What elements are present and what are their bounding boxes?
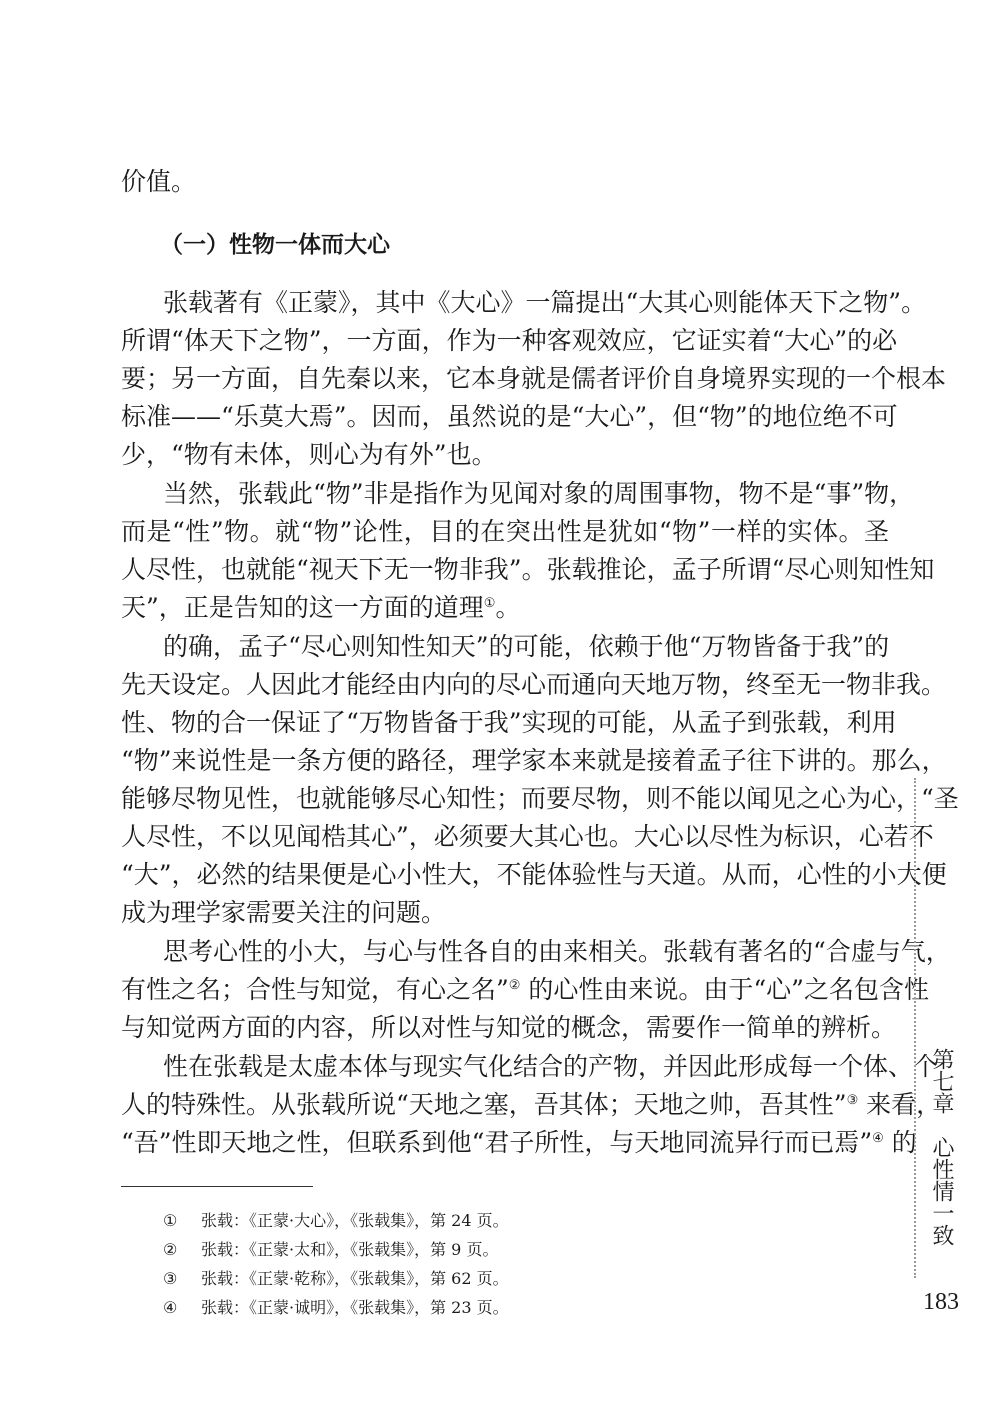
line-text: 天”，正是告知的这一方面的道理 xyxy=(121,593,484,622)
paragraph-line: 而是“性”物。就“物”论性，目的在突出性是犹如“物”一样的实体。圣 xyxy=(121,517,889,546)
footnote xyxy=(163,1268,763,1290)
footnote-ref[interactable]: ④ xyxy=(872,1131,884,1146)
paragraph-line: 要；另一方面，自先秦以来，它本身就是儒者评价自身境界实现的一个根本 xyxy=(121,364,947,393)
footnote xyxy=(163,1210,763,1232)
running-chapter-title: 第七章 心性情一致 xyxy=(929,1048,954,1246)
footnote-ref[interactable]: ③ xyxy=(846,1093,859,1108)
footnote-mark: ② xyxy=(163,1240,178,1259)
paragraph-line: 少，“物有未体，则心为有外”也。 xyxy=(121,440,497,469)
paragraph-line: 的确，孟子“尽心则知性知天”的可能，依赖于他“万物皆备于我”的 xyxy=(163,632,890,661)
footnote-ref[interactable]: ① xyxy=(483,596,496,611)
footnote-text: 张载：《正蒙·乾称》，《张载集》，第 62 页。 xyxy=(201,1269,509,1288)
paragraph-line: 人尽性，不以见闻梏其心”，必须要大其心也。大心以尽性为标识，心若不 xyxy=(121,822,934,851)
paragraph-line: 性在张载是太虚本体与现实气化结合的产物，并因此形成每一个体、个 xyxy=(163,1052,939,1081)
footnote-text: 张载：《正蒙·诚明》，《张载集》，第 23 页。 xyxy=(201,1298,509,1317)
margin-divider xyxy=(914,778,916,1278)
paragraph-line xyxy=(121,1126,917,1160)
footnote-text: 张载：《正蒙·太和》，《张载集》，第 9 页。 xyxy=(201,1240,499,1259)
paragraph-line: 思考心性的小大，与心与性各自的由来相关。张载有著名的“合虚与气， xyxy=(163,937,951,966)
paragraph-line xyxy=(121,973,929,1007)
paragraph-line: 先天设定。人因此才能经由内向的尽心而通向天地万物，终至无一物非我。 xyxy=(121,670,947,699)
paragraph-line xyxy=(121,1088,942,1122)
paragraph-line: 标准——“乐莫大焉”。因而，虽然说的是“大心”，但“物”的地位绝不可 xyxy=(121,402,898,431)
paragraph-line: 性、物的合一保证了“万物皆备于我”实现的可能，从孟子到张载，利用 xyxy=(121,708,897,737)
footnote-divider xyxy=(121,1186,313,1187)
footnote-ref[interactable]: ② xyxy=(508,978,521,993)
paragraph-line: 当然，张载此“物”非是指作为见闻对象的周围事物，物不是“事”物， xyxy=(163,479,915,508)
paragraph-line: 成为理学家需要关注的问题。 xyxy=(121,898,447,927)
paragraph-line: 人尽性，也就能“视天下无一物非我”。张载推论，孟子所谓“尽心则知性知 xyxy=(121,555,935,584)
footnote xyxy=(163,1239,763,1261)
line-text: 。 xyxy=(495,593,521,622)
line-text: 人的特殊性。从张载所说“天地之塞，吾其体；天地之帅，吾其性” xyxy=(121,1090,847,1119)
paragraph-line: 所谓“体天下之物”，一方面，作为一种客观效应，它证实着“大心”的必 xyxy=(121,326,898,355)
paragraph-line: 价值。 xyxy=(121,167,197,196)
footnote-mark: ③ xyxy=(163,1269,178,1288)
paragraph-line: “物”来说性是一条方便的路径，理学家本来就是接着孟子往下讲的。那么， xyxy=(121,746,947,775)
line-text: 的 xyxy=(883,1128,917,1157)
paragraph-line: 能够尽物见性，也就能够尽心知性；而要尽物，则不能以闻见之心为心，“圣 xyxy=(121,784,959,813)
page-number: 183 xyxy=(923,1289,959,1315)
footnote xyxy=(163,1297,763,1319)
paragraph-line xyxy=(121,591,889,625)
footnote-mark: ④ xyxy=(163,1298,178,1317)
paragraph-line: 与知觉两方面的内容，所以对性与知觉的概念，需要作一简单的辨析。 xyxy=(121,1013,897,1042)
footnote-text: 张载：《正蒙·大心》，《张载集》，第 24 页。 xyxy=(201,1211,509,1230)
line-text: 的心性由来说。由于“心”之名包含性 xyxy=(520,975,929,1004)
section-heading: （一）性物一体而大心 xyxy=(160,232,390,258)
paragraph-line: 张载著有《正蒙》，其中《大心》一篇提出“大其心则能体天下之物”。 xyxy=(163,288,927,317)
paragraph-line: “大”，必然的结果便是心小性大，不能体验性与天道。从而，心性的小大便 xyxy=(121,860,947,889)
footnote-mark: ① xyxy=(163,1211,178,1230)
line-text: “吾”性即天地之性，但联系到他“君子所性，与天地同流异行而已焉” xyxy=(121,1128,873,1157)
line-text: 有性之名；合性与知觉，有心之名” xyxy=(121,975,509,1004)
line-text: 来看， xyxy=(858,1090,942,1119)
